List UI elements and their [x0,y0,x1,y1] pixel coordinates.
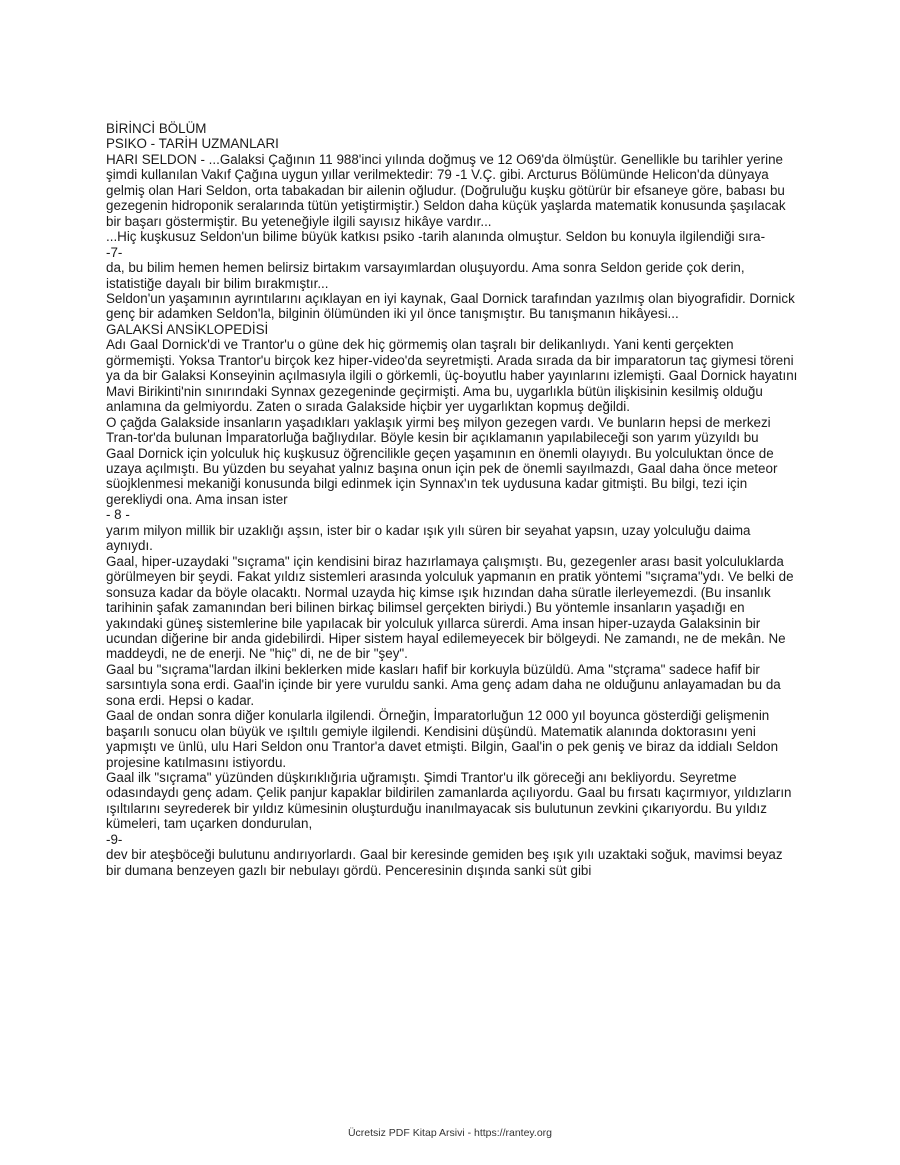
paragraph: da, bu bilim hemen hemen belirsiz birtakım varsayımlardan oluşuyordu. Ama sonra Seldon geride çok derin, istatistiğe dayalı bir bilim bırakmıştır... [106,260,745,291]
paragraph: Gaal de ondan sonra diğer konularla ilgilendi. Örneğin, İmparatorluğun 12 000 yıl boyunca gösterdiği gelişmenin başarılı sonucu olan büyük ve ışıltılı gemiyle ilgilendi. Kendisini düşündü. Matematik alanında doktorasını yeni yapmıştı ve ünlü, ulu Hari Seldon onu Trantor'a davet etmişti. Bilgin, Gaal'in o pek geniş ve biraz da iddialı Seldon projesine katılmasını istiyordu. [106,708,779,770]
paragraph: HARI SELDON - ...Galaksi Çağının 11 988'inci yılında doğmuş ve 12 O69'da ölmüştür. Genellikle bu tarihler yerine şimdi kullanılan Vakıf Çağına uygun yıllar verilmektedir: 79 -1 V.Ç. gibi. Arcturus Bölümünde Helicon'da dünyaya gelmiş olan Hari Seldon, orta tabakadan bir ailenin oğludur. (Doğruluğu kuşku götürür bir efsaneye göre, babası bu gezegenin hidroponik seralarında tütün yetiştirmiştir.) Seldon daha küçük yaşlarda matematik konusunda şaşılacak bir başarı göstermiştir. Bu yeteneğiyle ilgili sayısız hikâye vardır... [106,151,786,229]
document-body [106,121,798,878]
source-heading: GALAKSİ ANSİKLOPEDİSİ [106,321,269,337]
page-footer: Ücretsiz PDF Kitap Arsivi - https://rantey.org [347,1127,553,1139]
page-number: -7- [106,244,123,260]
paragraph: Gaal bu "sıçrama"lardan ilkini beklerken mide kasları hafif bir korkuyla büzüldü. Ama "stçrama" sadece hafif bir sarsıntıyla sona erdi. Gaal'in içinde bir yere vuruldu sanki. Ama genç adam daha ne olduğunu anlayamadan bu da sona erdi. Hepsi o kadar. [106,661,781,708]
paragraph: Gaal, hiper-uzaydaki "sıçrama" için kendisini biraz hazırlamaya çalışmıştı. Bu, gezegenler arası basit yolculuklarda görülmeyen bir şeydi. Fakat yıldız sistemleri arasında yolculuk yapmanın en pratik yöntemi "sıçrama"ydı. Ve belki de sonsuza kadar da böyle olacaktı. Normal uzayda hiç kimse ışık hızından daha süratle ilerleyemezdi. (Bu insanlık tarihinin şafak zamanından beri bilinen birkaç bilimsel gerçekten biriydi.) Bu yöntemle insanların yaşadığı en yakındaki güneş sistemlerine bile yapılacak bir yolculuk yıllarca sürerdi. Ama insan hiper-uzayda Galaksinin bir ucundan diğerine bir anda gidebilirdi. Hiper sistem hayal edilemeyecek bir bölgeydi. Ne zamandı, ne de mekân. Ne maddeydi, ne de enerji. Ne "hiç" di, ne de bir "şey". [106,553,794,662]
paragraph: Gaal Dornick için yolculuk hiç kuşkusuz öğrencilikle geçen yaşamının en önemli olayıydı. Bu yolculuktan önce de uzaya açılmıştı. Bu yüzden bu seyahat yalnız başına onun için pek de önemli sayılmazdı, Gaal daha önce meteor süojklenmesi mekaniği konusunda bilgi edinmek için Synnax'ın tek uydusuna kadar gitmişti. Bu bilgi, tezi için gerekliydi ona. Ama insan ister [106,445,778,507]
page-number: -9- [106,831,123,847]
section-title: PSIKO - TARİH UZMANLARI [106,136,279,152]
paragraph: Seldon'un yaşamının ayrıntılarını açıklayan en iyi kaynak, Gaal Dornick tarafından yazılmış olan biyografidir. Dornick genç bir adamken Seldon'la, bilginin ölümünden iki yıl önce tanışmıştır. Bu tanışmanın hikâyesi... [106,290,795,322]
paragraph: ...Hiç kuşkusuz Seldon'un bilime büyük katkısı psiko -tarih alanında olmuştur. Seldon bu konuyla ilgilendiği sıra- [106,229,766,245]
paragraph: yarım milyon millik bir uzaklığı aşsın, ister bir o kadar ışık yılı süren bir seyahat yapsın, uzay yolculuğu daima aynıydı. [106,522,751,554]
chapter-title: BİRİNCİ BÖLÜM [106,121,207,136]
paragraph: Adı Gaal Dornick'di ve Trantor'u o güne dek hiç görmemiş olan taşralı bir delikanlıydı. Yani kenti gerçekten görmemişti. Yoksa Trantor'u birçok kez hiper-video'da seyretmişti. Arada sırada da bir imparatorun taç giymesi töreni ya da bir Galaksi Konseyinin açılmasıyla ilgili o görkemli, üç-boyutlu haber yayınlarını izlemişti. Gaal Dornick hayatını Mavi Birikinti'nin sınırındaki Synnax gezegeninde geçirmişti. Ama bu, uygarlıkla bütün ilişkisinin kesilmiş olduğu anlamına da gelmiyordu. Zaten o sırada Galakside hiçbir yer uygarlıktan kopmuş değildi. [106,337,798,415]
paragraph: dev bir ateşböceği bulutunu andırıyorlardı. Gaal bir keresinde gemiden beş ışık yılı uzaktaki soğuk, mavimsi beyaz bir dumana benzeyen gazlı bir nebulayı gördü. Penceresinin dışında sanki süt gibi [106,847,783,878]
paragraph: O çağda Galakside insanların yaşadıkları yaklaşık yirmi beş milyon gezegen vardı. Ve bunların hepsi de merkezi Tran-tor'da bulunan İmparatorluğa bağlıydılar. Böyle kesin bir açıklamanın yapılabileceği son yarım yüzyıldı bu [106,414,771,446]
page-number: - 8 - [106,507,130,523]
paragraph: Gaal ilk "sıçrama" yüzünden düşkırıklığıria uğramıştı. Şimdi Trantor'u ilk göreceği anı bekliyordu. Seyretme odasındaydı genç adam. Çelik panjur kapaklar bildirilen zamanlarda açılıyordu. Gaal bu fırsatı kaçırmıyor, yıldızların ışıltılarını seyrederek bir yıldız kümesinin oluşturduğu inanılmayacak sis bulutunun zevkini çıkarıyordu. Bu yıldız kümeleri, tam uçarken dondurulan, [106,770,792,832]
